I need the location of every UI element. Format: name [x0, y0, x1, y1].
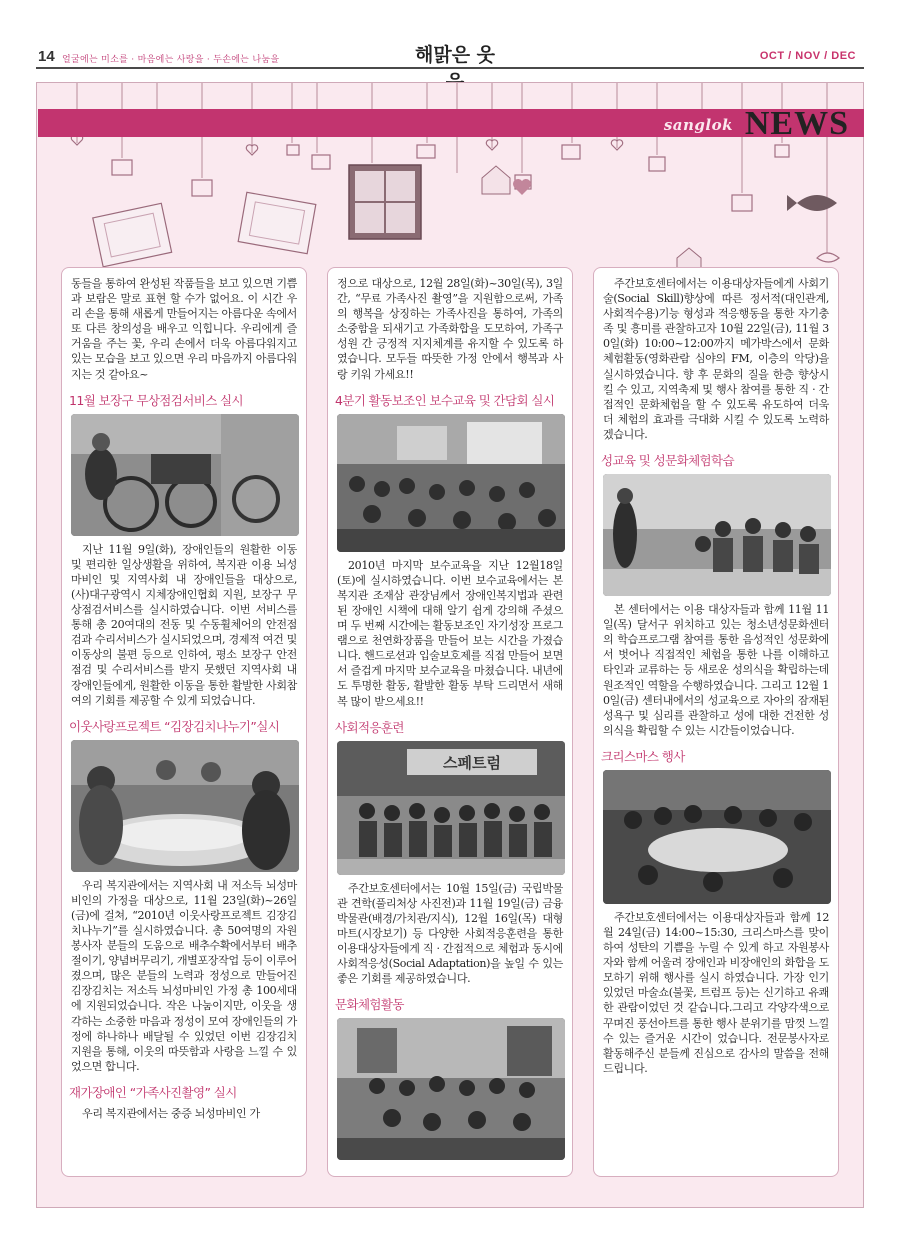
banner-sanglok: sanglok [663, 116, 733, 134]
column2-intro: 정으로 대상으로, 12월 28일(화)~30일(목), 3일간, “무료 가족사진 촬영”을 지원함으로써, 가족의 행복을 상징하는 가족사진을 통하여, 가족의 소중함을 되새기고 가족화합을 도모하여, 가족구성원 간 긍정적 지지체계를 유지할 수 있도록 하였습니다. 모두들 따뜻한 가정 안에서 행복과 사랑 키워 가세요!! [337, 277, 563, 381]
column1-section2-title: 이웃사랑프로젝트 “김장김치나누기”실시 [69, 718, 280, 734]
column2-section2-title: 사회적응훈련 [335, 719, 404, 735]
caregiver-training-photo [337, 414, 565, 552]
issue-months: OCT / NOV / DEC [759, 50, 856, 62]
column1-intro: 동들을 통하여 완성된 작품들을 보고 있으면 기쁨과 보람은 말로 표현 할 수가 없어요. 이 시간 우리 손을 통해 새롭게 만들어지는 아름다운 속에서 또 다른 창의성을 배우고 익힙니다. 우리에게 즐거움을 주는 꽃, 우리 손에서 더욱 아름다워지고 있는 모습을 보고 있으면 우리 마음까지 아름다워 지는 것 같아요~ [71, 277, 297, 381]
wheelchair-inspection-photo [71, 414, 299, 536]
newsletter-logo: 해맑은 웃 [414, 44, 496, 66]
column1-section1-title: 11월 보장구 무상점검서비스 실시 [69, 392, 244, 408]
column2-section1-text: 2010년 마지막 보수교육을 지난 12월18일(토)에 실시하였습니다. 이번 보수교육에서는 본 복지관 조재삼 관장님께서 장애인복지법과 관련된 장애인 시책에 대해 알기 쉽게 강의해 주셨으며 두 번째 시간에는 활동보조인 자기성장 프로그램으로 천연화장품을 만들어 보는 시간을 가졌습니다. 핸드로션과 입술보호제를 직접 만들어 보면서 즐겁게 마지막 보수교육을 마쳤습니다. 내년에도 투명한 활동, 활발한 활동 부탁 드리면서 새해 복 많이 받으세요!! [337, 558, 563, 708]
news-column-1 [61, 267, 307, 1177]
column1-section3-text: 우리 복지관에서는 중증 뇌성마비인 가 [82, 1106, 260, 1120]
column3-section1-text: 본 센터에서는 이용 대상자들과 함께 11월 11일(목) 달서구 위치하고 있는 청소년성문화센터의 학습프로그램 참여를 통한 음성적인 성문화에서 벗어나 직접적인 체험을 통한 나를 이해하고 타인과 교류하는 등 새로운 성의식을 확립하는데 원조적인 역할을 수행하였습니다. 그리고 12월 10일(금) 센터내에서의 성교육으로 자아의 잠재된 성욕구 및 심리를 관찰하고 성에 대한 건전한 성의식을 확립할 수 있는 시간들이었습니다. [603, 603, 829, 737]
column3-intro: 주간보호센터에서는 이용대상자들에게 사회기술(Social Skill)향상에 따른 정서적(대인관계, 사회적수용)기능 형성과 적응행동을 통한 자기충족 및 흥미를 관찰하고자 10월 22일(금), 11월 30일(화) 10:00~12:00까지 메가박스에서 문화체험활동(영화관람 심야의 FM, 이층의 악당)을 실시하였습니다. 향 후 문화의 질을 한층 향상시킬 수 있고, 지역축제 및 행사 참여를 통한 직 · 간접적인 문화체험을 할 수 있도록 유도하여 더욱 더 체험의 효과를 극대화 시킬 수 있도록 노력하겠습니다. [603, 277, 829, 441]
column1-section3-title: 재가장애인 “가족사진촬영” 실시 [69, 1084, 237, 1100]
christmas-event-photo [603, 770, 831, 904]
kimchi-sharing-photo [71, 740, 299, 872]
column2-section1-title: 4분기 활동보조인 보수교육 및 간담회 실시 [335, 392, 555, 408]
column3-section2-title: 크리스마스 행사 [601, 748, 685, 764]
column2-section2-text: 주간보호센터에서는 10월 15일(금) 국립박물관 견학(풀리처상 사진전)과 11월 19일(금) 금융박물관(배경/가치관/지식), 12월 16일(목) 대형마트(시장보기) 등 다양한 사회적응훈련을 통한 이용대상자들에게 직 · 간접적으로 체험과 동시에 사회적응성(Social Adaptation)을 높일 수 있는 좋은 기회를 제공하였습니다. [337, 881, 563, 986]
column3-section1-title: 성교육 및 성문화체험학습 [601, 453, 734, 469]
header-rule [36, 67, 864, 69]
cultural-activity-photo [337, 1018, 565, 1160]
banner-news-title: NEWS [744, 105, 849, 142]
news-column-2 [327, 267, 573, 1177]
page-number: 14 [38, 48, 55, 65]
news-banner-bar [38, 109, 864, 137]
page-header [0, 0, 900, 70]
store-sign-text: 스페트럼 [443, 753, 501, 772]
column2-section3-title: 문화체험활동 [335, 997, 404, 1013]
news-column-3 [593, 267, 839, 1177]
sex-education-photo [603, 474, 831, 596]
social-adaptation-photo [337, 741, 565, 875]
column1-section1-text: 지난 11월 9일(화), 장애인들의 원활한 이동 및 편리한 일상생활을 위하여, 복지관 이용 뇌성마비인 및 지역사회 내 장애인들을 대상으로, (사)대구광역시 지체장애인협회 지원, 보장구 무상점검서비스를 실시하였습니다. 이번 서비스를 통해 총 20여대의 전동 및 수동휠체어의 안전점검과 수리서비스가 실시되었으며, 경제적 여건 및 이동상의 불편 등으로 인하여, 평소 보장구 안전점검 및 수리서비스를 받지 못했던 지역사회 내 장애인들에게, 원활한 이동을 통한 활발한 사회참여의 기회를 제공할 수 있게 되었습니다. [71, 542, 297, 707]
column3-section2-text: 주간보호센터에서는 이용대상자들과 함께 12월 24일(금) 14:00~15:30, 크리스마스를 맞이하여 성탄의 기쁨을 누릴 수 있게 하고 자원봉사자와 함께 어울려 장애인과 비장애인의 화합을 도모하기 위해 행사를 실시 하였습니다. 가장 인기 있었던 마술쇼(불꽃, 트럼프 등)는 신기하고 유쾌한 관람이었던 것 같습니다.그리고 각양각색으로 꾸며진 풍선아트를 통한 행사 분위기를 맘껏 느낄 수 있는 즐거운 시간이 었습니다. 전문봉사자로 활동해주신 분들께 진심으로 감사의 말씀을 전해 드립니다. [603, 910, 829, 1075]
header-slogan: 얼굴에는 미소를 · 마음에는 사랑을 · 두손에는 나눔을 [62, 55, 280, 65]
column1-section2-text: 우리 복지관에서는 지역사회 내 저소득 뇌성마비인의 가정을 대상으로, 11월 23일(화)~26일(금)에 걸쳐, “2010년 이웃사랑프로젝트 김장김치나누기”를 실시하였습니다. 총 50여명의 자원봉사자 분들의 도움으로 배추수확에서부터 배추절이기, 양념버무리기, 개별포장작업 등이 이루어졌으며, 많은 분들의 노력과 정성으로 만들어진 김장김치는 저소득 뇌성마비인 가정 총 100세대에 지원되었습니다. 작은 나눔이지만, 이웃을 생각하는 소중한 마음과 정성이 모여 장애인들의 가정에 하나하나 배달될 수 있었던 이번 김장김치 지원을 통해, 이웃의 따뜻함과 사랑을 느낄 수 있었으면 합니다. [71, 878, 297, 1073]
